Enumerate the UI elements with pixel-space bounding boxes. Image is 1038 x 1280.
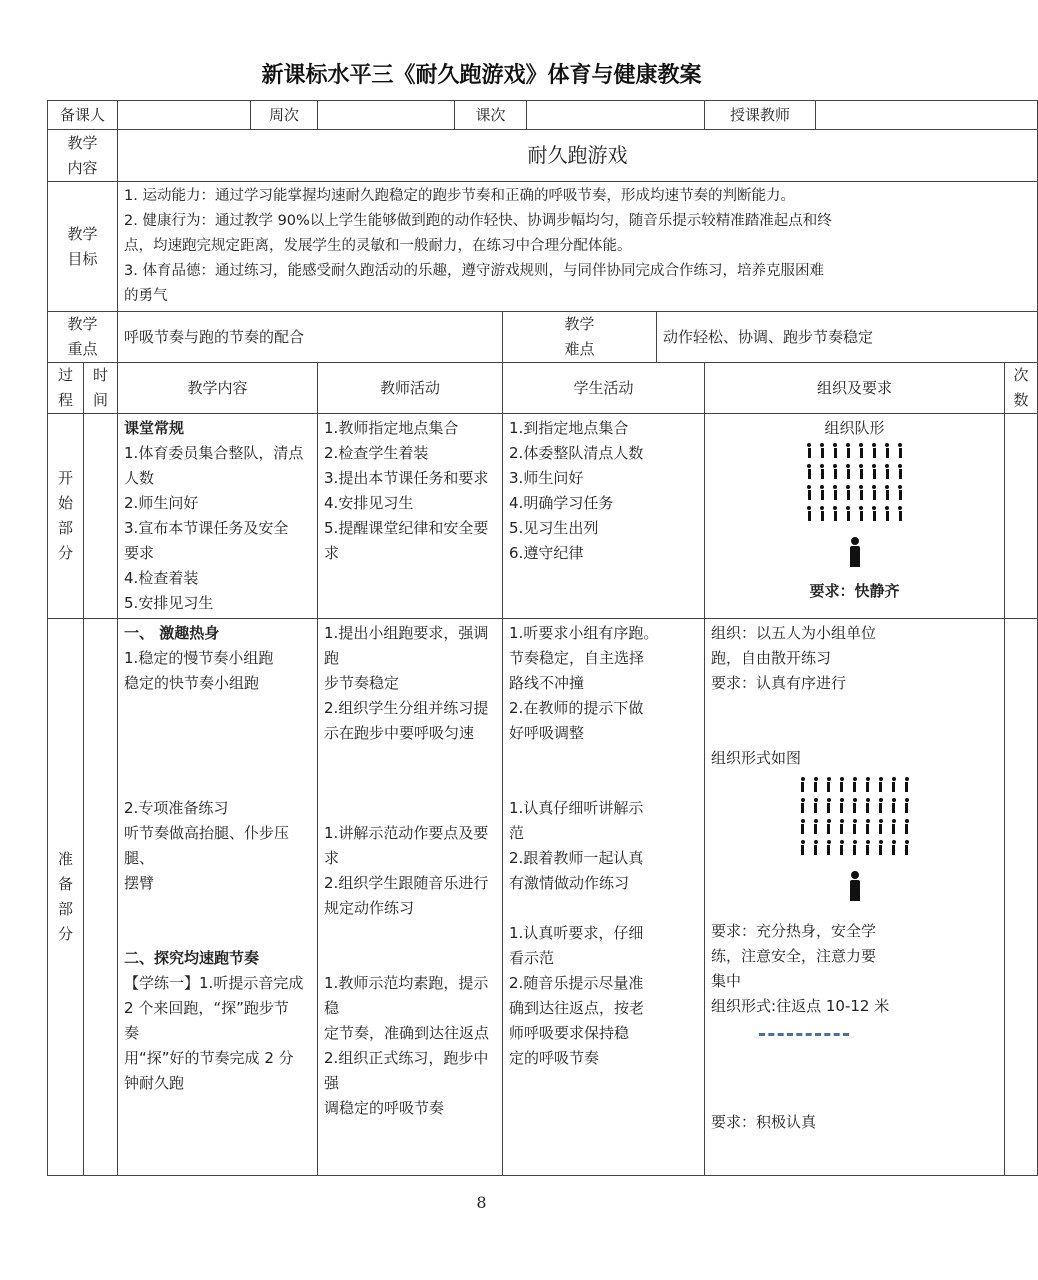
student-icon: [865, 777, 870, 792]
student-icon: [813, 798, 818, 813]
col-student: 学生活动: [503, 363, 705, 414]
difficulties-label: [503, 312, 657, 363]
prep-teacher: [318, 619, 503, 1176]
col-time: [84, 363, 118, 414]
student-icon: [846, 485, 851, 500]
prep-org-requirement: 要求：积极认真: [711, 1113, 817, 1131]
start-content-line: 5.安排见习生: [124, 594, 214, 612]
start-teacher-line: 求: [324, 544, 340, 562]
col-process-2: 程: [57, 391, 73, 409]
start-student-line: 4.明确学习任务: [509, 494, 614, 512]
prep-teacher-line: 示在跑步中要呼吸匀速: [324, 724, 475, 742]
student-icon: [839, 777, 844, 792]
start-content: [118, 414, 318, 619]
objectives-label-2: 目标: [67, 249, 98, 268]
prep-teacher-line: 2.组织学生分组并练习提: [324, 699, 489, 717]
preparer-value: [118, 101, 251, 130]
objective-line: 的勇气: [124, 288, 168, 304]
student-icon: [813, 819, 818, 834]
student-icon: [891, 777, 896, 792]
prep-teacher-line: 求: [324, 849, 340, 867]
start-teacher-line: 4.安排见习生: [324, 494, 414, 512]
formation-row: [807, 485, 903, 500]
prep-student-line: 师呼吸要求保持稳: [509, 1024, 630, 1042]
prep-time: [84, 619, 118, 1176]
prep-org-line: 要求：认真有序进行: [711, 674, 847, 692]
lesson-value: [527, 101, 705, 130]
start-org-requirement: 要求：快静齐: [809, 582, 900, 600]
student-icon: [820, 485, 825, 500]
start-student-line: 5.见习生出列: [509, 519, 599, 537]
prep-org-line: 练，注意安全，注意力要: [711, 947, 877, 965]
difficulties-label-1: 教学: [564, 315, 595, 333]
prep-content-line: 二、探究均速跑节奏: [124, 949, 260, 967]
prep-label-char: 备: [57, 875, 73, 893]
col-count: [1005, 363, 1038, 414]
prep-teacher-line: 1.讲解示范动作要点及要: [324, 824, 489, 842]
student-icon: [826, 819, 831, 834]
prep-student-line: 确到达往返点，按老: [509, 999, 645, 1017]
student-icon: [865, 819, 870, 834]
prep-student-line: 定的呼吸节奏: [509, 1049, 600, 1067]
student-icon: [898, 506, 903, 521]
teacher-value: [816, 101, 1038, 130]
start-teacher-line: 2.检查学生着装: [324, 444, 429, 462]
difficulties-label-2: 难点: [564, 340, 595, 358]
student-icon: [800, 798, 805, 813]
prep-teacher-line: 调稳定的呼吸节奏: [324, 1099, 445, 1117]
student-icon: [878, 819, 883, 834]
teacher-icon: [848, 871, 862, 901]
prep-student-line: 2.随音乐提示尽量准: [509, 974, 644, 992]
student-icon: [826, 777, 831, 792]
start-teacher: [318, 414, 503, 619]
prep-section-row: [48, 619, 1038, 1176]
objective-line: 点，均速跑完规定距离，发展学生的灵敏和一般耐力，在练习中合理分配体能。: [124, 238, 632, 254]
page-title: 新课标水平三《耐久跑游戏》体育与健康教案: [261, 63, 702, 88]
key-points-label: [48, 312, 118, 363]
col-time-2: 间: [93, 391, 109, 409]
prep-student-line: 路线不冲撞: [509, 674, 585, 692]
student-icon: [878, 840, 883, 855]
prep-content-line: 一、 激趣热身: [124, 624, 220, 642]
student-icon: [833, 506, 838, 521]
prep-student-line: 节奏稳定，自主选择: [509, 649, 645, 667]
student-icon: [820, 464, 825, 479]
prep-content-line: 听节奏做高抬腿、仆步压腿、: [124, 824, 290, 867]
difficulties-value: 动作轻松、协调、跑步节奏稳定: [657, 312, 1038, 363]
start-time: [84, 414, 118, 619]
objectives-text: [118, 182, 1038, 312]
student-icon: [904, 798, 909, 813]
prep-content-line: 2.专项准备练习: [124, 799, 229, 817]
start-content-line: 要求: [124, 544, 155, 562]
prep-org: [705, 619, 1005, 1176]
student-icon: [800, 819, 805, 834]
student-icon: [852, 777, 857, 792]
start-label-char: 始: [57, 494, 73, 512]
col-count-2: 数: [1013, 391, 1029, 409]
content-row: [48, 130, 1038, 182]
prep-teacher-line: 2.组织正式练习，跑步中强: [324, 1049, 489, 1092]
student-icon: [852, 840, 857, 855]
student-icon: [865, 798, 870, 813]
student-icon: [872, 485, 877, 500]
formation-row: [807, 443, 903, 458]
prep-org-line: 集中: [711, 972, 742, 990]
student-icon: [839, 840, 844, 855]
prep-org-line: 跑，自由散开练习: [711, 649, 832, 667]
content-value: 耐久跑游戏: [118, 130, 1038, 182]
prep-student-line: 2.在教师的提示下做: [509, 699, 644, 717]
start-teacher-line: 5.提醒课堂纪律和安全要: [324, 519, 489, 537]
col-content: 教学内容: [118, 363, 318, 414]
prep-teacher-line: 1.教师示范均素跑，提示稳: [324, 974, 489, 1017]
prep-org-line: 组织形式:往返点 10-12 米: [711, 997, 890, 1015]
start-content-line: 2.师生问好: [124, 494, 199, 512]
student-icon: [846, 464, 851, 479]
col-org: 组织及要求: [705, 363, 1005, 414]
start-label-char: 部: [57, 519, 73, 537]
teacher-position: [848, 871, 862, 909]
prep-student-line: 有激情做动作练习: [509, 874, 630, 892]
col-process: [48, 363, 84, 414]
key-points-row: [48, 312, 1038, 363]
student-icon: [800, 777, 805, 792]
key-points-value: 呼吸节奏与跑的节奏的配合: [118, 312, 503, 363]
teacher-label: 授课教师: [705, 101, 816, 130]
student-icon: [813, 840, 818, 855]
prep-student-line: 1.认真听要求，仔细: [509, 924, 644, 942]
key-points-label-2: 重点: [67, 340, 98, 358]
preparer-label: 备课人: [48, 101, 118, 130]
prep-teacher-line: 步节奏稳定: [324, 674, 400, 692]
prep-content-line: 用“探”好的节奏完成 2 分: [124, 1049, 294, 1067]
prep-content-line: 稳定的快节奏小组跑: [124, 674, 260, 692]
student-icon: [839, 819, 844, 834]
objective-line: 1. 运动能力：通过学习能掌握均速耐久跑稳定的跑步节奏和正确的呼吸节奏，形成均速节奏的判断能力。: [124, 188, 795, 204]
prep-student-line: 2.跟着教师一起认真: [509, 849, 644, 867]
start-student-line: 6.遵守纪律: [509, 544, 584, 562]
col-teacher: 教师活动: [318, 363, 503, 414]
prep-teacher-line: 2.组织学生跟随音乐进行: [324, 874, 489, 892]
student-icon: [813, 777, 818, 792]
week-label: 周次: [251, 101, 318, 130]
student-icon: [904, 840, 909, 855]
start-content-line: 1.体育委员集合整队，清点: [124, 444, 304, 462]
student-icon: [859, 443, 864, 458]
lesson-label: 课次: [455, 101, 527, 130]
start-label-char: 分: [57, 544, 73, 562]
prep-teacher-line: 1.提出小组跑要求，强调跑: [324, 624, 489, 667]
student-icon: [852, 819, 857, 834]
start-content-line: 4.检查着装: [124, 569, 199, 587]
student-icon: [872, 506, 877, 521]
formation-row: [800, 819, 909, 834]
student-icon: [885, 443, 890, 458]
student-icon: [820, 443, 825, 458]
objective-line: 3. 体育品德：通过练习，能感受耐久跑活动的乐趣，遵守游戏规则，与同伴协同完成合作练习，培养克服困难: [124, 263, 824, 279]
student-icon: [833, 485, 838, 500]
objective-line: 2. 健康行为：通过教学 90%以上学生能够做到跑的动作轻快、协调步幅均匀，随音乐提示较精准踏准起点和终: [124, 213, 832, 229]
start-student-line: 2.体委整队清点人数: [509, 444, 644, 462]
objectives-row: [48, 182, 1038, 312]
student-icon: [807, 464, 812, 479]
content-label-2: 内容: [67, 158, 98, 177]
student-icon: [898, 485, 903, 500]
prep-section-label: [48, 619, 84, 1176]
prep-label-char: 准: [57, 850, 73, 868]
start-teacher-line: 3.提出本节课任务和要求: [324, 469, 489, 487]
col-count-1: 次: [1013, 366, 1029, 384]
student-icon: [885, 485, 890, 500]
student-icon: [872, 443, 877, 458]
student-icon: [885, 464, 890, 479]
key-points-label-1: 教学: [67, 315, 98, 333]
formation-row: [800, 798, 909, 813]
teacher-icon: [848, 537, 862, 567]
prep-org-line: 组织：以五人为小组单位: [711, 624, 877, 642]
student-icon: [807, 506, 812, 521]
student-icon: [826, 798, 831, 813]
content-label: [48, 130, 118, 182]
student-icon: [839, 798, 844, 813]
student-icon: [904, 777, 909, 792]
start-label-char: 开: [57, 469, 73, 487]
student-icon: [898, 464, 903, 479]
prep-content: [118, 619, 318, 1176]
start-count: [1005, 414, 1038, 619]
formation-row: [807, 506, 903, 521]
student-icon: [891, 819, 896, 834]
column-header-row: [48, 363, 1038, 414]
start-section-label: [48, 414, 84, 619]
prep-content-line: 摆臂: [124, 874, 155, 892]
start-org: [705, 414, 1005, 619]
student-icon: [826, 840, 831, 855]
prep-student-line: 好呼吸调整: [509, 724, 585, 742]
formation-row: [807, 464, 903, 479]
start-student: [503, 414, 705, 619]
student-icon: [859, 485, 864, 500]
student-icon: [800, 840, 805, 855]
prep-content-line: 2 个来回跑，“探”跑步节: [124, 999, 289, 1017]
page-number: 8: [476, 1193, 487, 1212]
prep-student: [503, 619, 705, 1176]
start-formation: [711, 443, 998, 575]
student-icon: [846, 443, 851, 458]
start-org-title: 组织队形: [824, 419, 885, 437]
prep-teacher-line: 规定动作练习: [324, 899, 415, 917]
student-icon: [846, 506, 851, 521]
prep-student-line: 1.认真仔细听讲解示: [509, 799, 644, 817]
content-label-1: 教学: [67, 133, 98, 152]
col-time-1: 时: [93, 366, 109, 384]
prep-teacher-line: 定节奏，准确到达往返点: [324, 1024, 490, 1042]
start-section-row: [48, 414, 1038, 619]
student-icon: [852, 798, 857, 813]
start-student-line: 3.师生问好: [509, 469, 584, 487]
teacher-position: [848, 537, 862, 575]
start-teacher-line: 1.教师指定地点集合: [324, 419, 459, 437]
student-icon: [885, 506, 890, 521]
prep-count: [1005, 619, 1038, 1176]
student-icon: [891, 798, 896, 813]
student-icon: [872, 464, 877, 479]
student-icon: [898, 443, 903, 458]
student-icon: [878, 777, 883, 792]
prep-formation: [711, 777, 998, 909]
formation-row: [800, 840, 909, 855]
student-icon: [820, 506, 825, 521]
prep-content-line: 奏: [124, 1024, 140, 1042]
prep-label-char: 部: [57, 900, 73, 918]
prep-student-line: 看示范: [509, 949, 555, 967]
student-icon: [859, 464, 864, 479]
week-value: [318, 101, 455, 130]
prep-org-line: 要求：充分热身，安全学: [711, 922, 877, 940]
student-icon: [865, 840, 870, 855]
lesson-plan-table: [47, 100, 1038, 1176]
student-icon: [833, 464, 838, 479]
prep-student-line: 1.听要求小组有序跑。: [509, 624, 659, 642]
start-student-line: 1.到指定地点集合: [509, 419, 629, 437]
student-icon: [807, 485, 812, 500]
start-content-line: 人数: [124, 469, 155, 487]
student-icon: [904, 819, 909, 834]
prep-content-line: 【学练一】1.听提示音完成: [124, 974, 304, 992]
objectives-label-1: 教学: [67, 224, 98, 243]
col-process-1: 过: [57, 366, 73, 384]
prep-content-line: 1.稳定的慢节奏小组跑: [124, 649, 274, 667]
student-icon: [891, 840, 896, 855]
prep-content-line: 钟耐久跑: [124, 1074, 185, 1092]
prep-label-char: 分: [57, 925, 73, 943]
student-icon: [807, 443, 812, 458]
formation-row: [800, 777, 909, 792]
student-icon: [859, 506, 864, 521]
prep-org-title: 组织形式如图: [711, 749, 802, 767]
header-row: [48, 101, 1038, 130]
start-content-line: 3.宣布本节课任务及安全: [124, 519, 289, 537]
student-icon: [833, 443, 838, 458]
objectives-label: [48, 182, 118, 312]
student-icon: [878, 798, 883, 813]
start-content-line: 课堂常规: [124, 419, 185, 437]
prep-student-line: 范: [509, 824, 525, 842]
